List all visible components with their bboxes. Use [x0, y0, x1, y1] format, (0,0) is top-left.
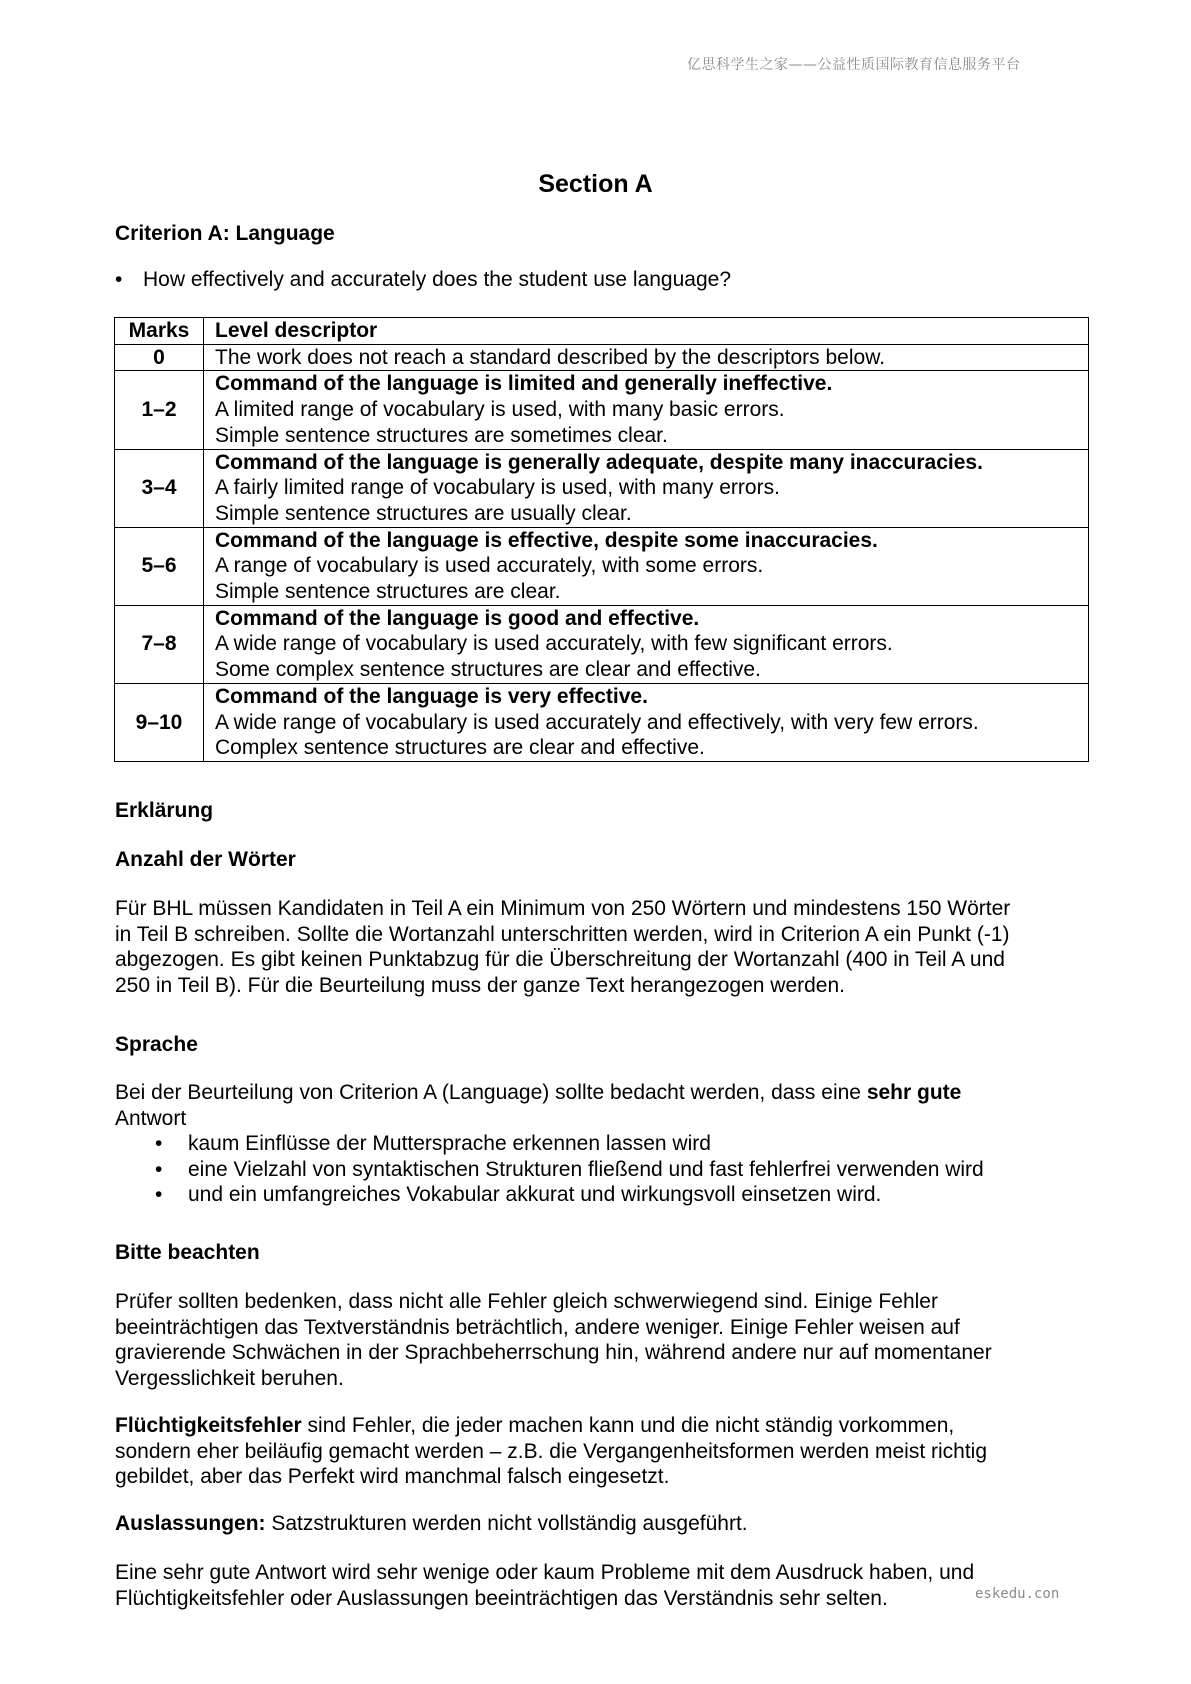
- paragraph-line: Vergesslichkeit beruhen.: [115, 1366, 344, 1390]
- slips-paragraph: [115, 1413, 1075, 1490]
- language-intro-emphasis: sehr gute: [866, 1081, 962, 1104]
- paragraph-line: [115, 1413, 1075, 1439]
- descriptor-cell: [204, 371, 1089, 449]
- word-count-heading: Anzahl der Wörter: [115, 848, 296, 871]
- table-row: [115, 527, 1089, 605]
- paragraph-line: 250 in Teil B). Für die Beurteilung muss der ganze Text herangezogen werden.: [115, 973, 845, 997]
- guiding-question-text: How effectively and accurately does the student use language?: [143, 268, 731, 291]
- paragraph-line: Für BHL müssen Kandidaten in Teil A ein Minimum von 250 Wörtern und mindestens 150 Wörter: [115, 897, 1011, 920]
- word-count-paragraph: [115, 896, 1075, 998]
- descriptor-line-bold: Command of the language is limited and generally ineffective.: [215, 372, 833, 396]
- explanation-heading: Erklärung: [115, 799, 214, 822]
- paragraph-line: Antwort: [115, 1106, 187, 1130]
- descriptor-line: Some complex sentence structures are clear and effective.: [215, 658, 761, 682]
- note-paragraph: [115, 1289, 1075, 1391]
- paragraph-line: in Teil B schreiben. Sollte die Wortanzahl unterschritten werden, wird in Criterion A ein Punkt (-1): [115, 922, 1010, 946]
- marks-cell: 7–8: [115, 605, 204, 683]
- descriptor-column-header: Level descriptor: [204, 318, 1089, 345]
- descriptor-line: The work does not reach a standard described by the descriptors below.: [215, 345, 886, 369]
- omissions-paragraph: [115, 1511, 1075, 1537]
- paragraph-line: Prüfer sollten bedenken, dass nicht alle Fehler gleich schwerwiegend sind. Einige Fehler: [115, 1290, 938, 1313]
- table-header-row: [115, 318, 1089, 345]
- descriptor-line: Simple sentence structures are usually clear.: [215, 501, 632, 525]
- descriptor-line: Simple sentence structures are sometimes clear.: [215, 423, 668, 447]
- list-item: • kaum Einflüsse der Muttersprache erkennen lassen wird: [115, 1131, 1075, 1157]
- descriptor-line-bold: Command of the language is very effective.: [215, 684, 648, 708]
- marking-rubric-table: [114, 317, 1089, 762]
- slips-term: Flüchtigkeitsfehler: [115, 1414, 302, 1437]
- paragraph-line: sondern eher beiläufig gemacht werden – z.B. die Vergangenheitsformen werden meist richtig: [115, 1439, 988, 1463]
- descriptor-line: A range of vocabulary is used accurately, with some errors.: [215, 554, 764, 578]
- descriptor-line: A limited range of vocabulary is used, with many basic errors.: [215, 398, 785, 422]
- omissions-term: Auslassungen:: [115, 1512, 266, 1535]
- descriptor-line: A wide range of vocabulary is used accurately and effectively, with very few errors.: [215, 710, 979, 734]
- criterion-heading: Criterion A: Language: [115, 222, 335, 245]
- descriptor-line-bold: Command of the language is generally adequate, despite many inaccuracies.: [215, 450, 983, 474]
- table-row: [115, 344, 1089, 371]
- paragraph-line: gebildet, aber das Perfekt wird manchmal falsch eingesetzt.: [115, 1465, 670, 1489]
- guiding-question: [115, 268, 731, 292]
- list-item: • eine Vielzahl von syntaktischen Strukturen fließend und fast fehlerfrei verwenden wird: [115, 1157, 1075, 1183]
- table-row: [115, 683, 1089, 761]
- descriptor-line: A fairly limited range of vocabulary is used, with many errors.: [215, 476, 780, 500]
- section-title: Section A: [538, 170, 653, 198]
- descriptor-cell: [204, 344, 1089, 371]
- descriptor-cell: [204, 683, 1089, 761]
- descriptor-line: Complex sentence structures are clear and effective.: [215, 736, 705, 760]
- descriptor-line-bold: Command of the language is effective, despite some inaccuracies.: [215, 528, 878, 552]
- paragraph-line: abgezogen. Es gibt keinen Punktabzug für die Überschreitung der Wortanzahl (400 in Teil A und: [115, 948, 1005, 972]
- language-intro-text: Bei der Beurteilung von Criterion A (Language) sollte bedacht werden, dass eine: [115, 1081, 867, 1104]
- note-heading: Bitte beachten: [115, 1241, 260, 1264]
- paragraph-line: gravierende Schwächen in der Sprachbeherrschung hin, während andere nur auf momentaner: [115, 1341, 992, 1365]
- table-row: [115, 605, 1089, 683]
- watermark-footer: eskedu.con: [975, 1586, 1060, 1602]
- descriptor-line: A wide range of vocabulary is used accurately, with few significant errors.: [215, 632, 893, 656]
- rubric-body: [115, 344, 1089, 761]
- marks-cell: 1–2: [115, 371, 204, 449]
- paragraph-line: Flüchtigkeitsfehler oder Auslassungen beeinträchtigen das Verständnis sehr selten.: [115, 1586, 888, 1610]
- watermark-header: 亿思科学生之家——公益性质国际教育信息服务平台: [687, 57, 1021, 73]
- list-item: • und ein umfangreiches Vokabular akkurat und wirkungsvoll einsetzen wird.: [115, 1182, 1075, 1208]
- paragraph-line: [115, 1080, 1075, 1106]
- table-row: [115, 449, 1089, 527]
- descriptor-cell: [204, 527, 1089, 605]
- language-heading: Sprache: [115, 1033, 198, 1056]
- paragraph-line: [115, 1511, 1075, 1537]
- omissions-text: Satzstrukturen werden nicht vollständig ausgeführt.: [265, 1512, 748, 1535]
- descriptor-cell: [204, 449, 1089, 527]
- descriptor-line-bold: Command of the language is good and effective.: [215, 606, 700, 630]
- marks-column-header: Marks: [115, 318, 204, 345]
- descriptor-line: Simple sentence structures are clear.: [215, 580, 561, 604]
- marks-cell: 5–6: [115, 527, 204, 605]
- bullet-icon: •: [115, 268, 123, 291]
- marks-cell: 0: [115, 344, 204, 371]
- table-row: [115, 371, 1089, 449]
- marks-cell: 9–10: [115, 683, 204, 761]
- slips-text: sind Fehler, die jeder machen kann und die nicht ständig vorkommen,: [301, 1414, 955, 1437]
- paragraph-line: beeinträchtigen das Textverständnis beträchtlich, andere weniger. Einige Fehler weisen auf: [115, 1315, 960, 1339]
- marks-cell: 3–4: [115, 449, 204, 527]
- language-bullet-list: [115, 1131, 1075, 1208]
- language-paragraph: [115, 1080, 1075, 1208]
- final-paragraph: [115, 1560, 1075, 1611]
- descriptor-cell: [204, 605, 1089, 683]
- paragraph-line: Eine sehr gute Antwort wird sehr wenige oder kaum Probleme mit dem Ausdruck haben, und: [115, 1561, 975, 1584]
